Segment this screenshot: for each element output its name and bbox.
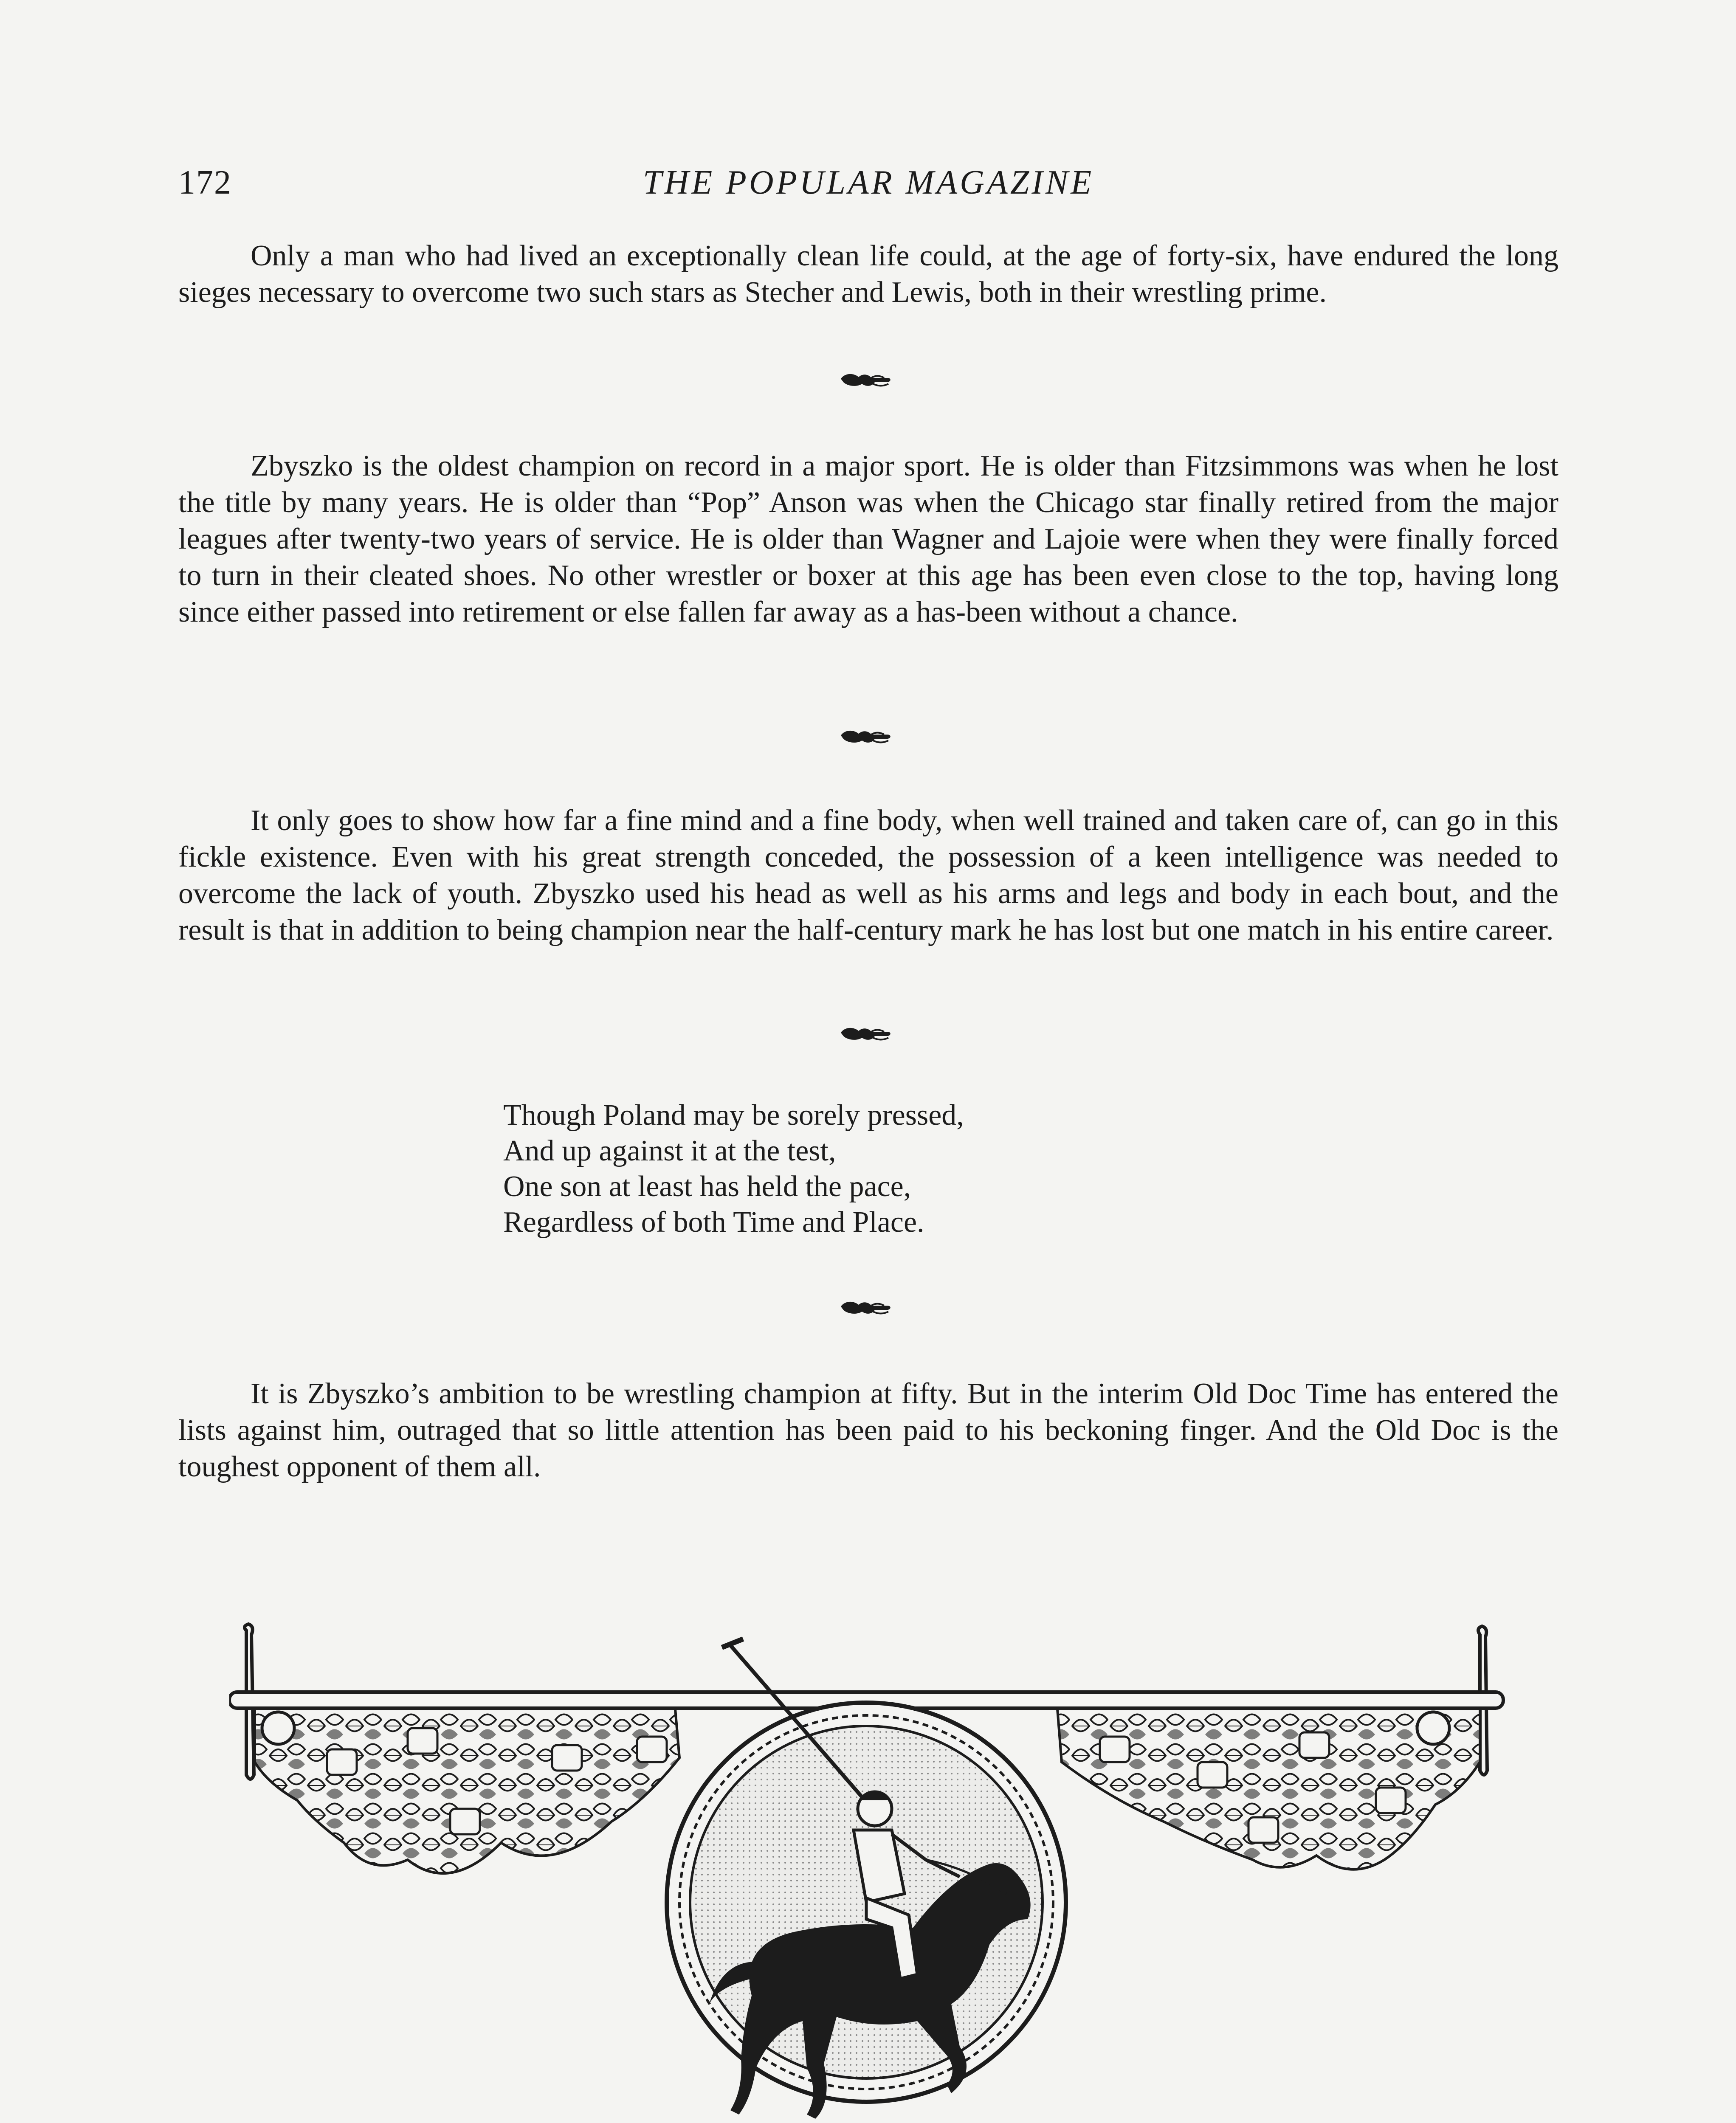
hand-pointer-ornament-icon	[832, 1019, 896, 1045]
hand-pointer-ornament-icon	[832, 365, 896, 391]
verse-line: And up against it at the test,	[503, 1135, 836, 1167]
verse-line: Regardless of both Time and Place.	[503, 1206, 924, 1239]
paragraph-2: Zbyszko is the oldest champion on record in a major sport. He is older than Fitzsimmons was when he lost the title by many years. He is older than “Pop” Anson was when the Chicago star finally retired from the major leagues after twenty-two years of service. He is older than Wagner and Lajoie were when they were finally forced to turn in their cleated shoes. No other wrestler or boxer at this age has been even close to the top, having long since either passed into retirement or else fallen far away as a has-been without a chance.	[178, 450, 1558, 628]
paragraph-3: It only goes to show how far a fine mind and a fine body, when well trained and taken care of, can go in this fickle existence. Even with his great strength conceded, the possession of a keen intelligence was needed to overcome the lack of youth. Zbyszko used his head as well as his arms and legs and body in each bout, and the result is that in addition to being champion near the half-century mark he has lost but one match in his entire career.	[178, 804, 1558, 946]
verse-line: One son at least has held the pace,	[503, 1170, 911, 1203]
hand-pointer-ornament-icon	[832, 1293, 896, 1318]
verse	[503, 1098, 1225, 1240]
polo-rider-floral-shelf-illustration	[229, 1622, 1525, 2123]
page-number: 172	[178, 164, 232, 201]
paragraph-1: Only a man who had lived an exceptionally clean life could, at the age of forty-six, have endured the long sieges necessary to overcome two such stars as Stecher and Lewis, both in their wrestling prime.	[178, 239, 1558, 309]
paragraph-4: It is Zbyszko’s ambition to be wrestling champion at fifty. But in the interim Old Doc Time has entered the lists against him, outraged that so little attention has been paid to his beckoning finger. And the Old Doc is the toughest opponent of them all.	[178, 1377, 1558, 1483]
verse-line: Though Poland may be sorely pressed,	[503, 1099, 964, 1132]
hand-pointer-ornament-icon	[832, 722, 896, 747]
page-header	[178, 163, 1558, 214]
running-head: THE POPULAR MAGAZINE	[643, 164, 1094, 201]
